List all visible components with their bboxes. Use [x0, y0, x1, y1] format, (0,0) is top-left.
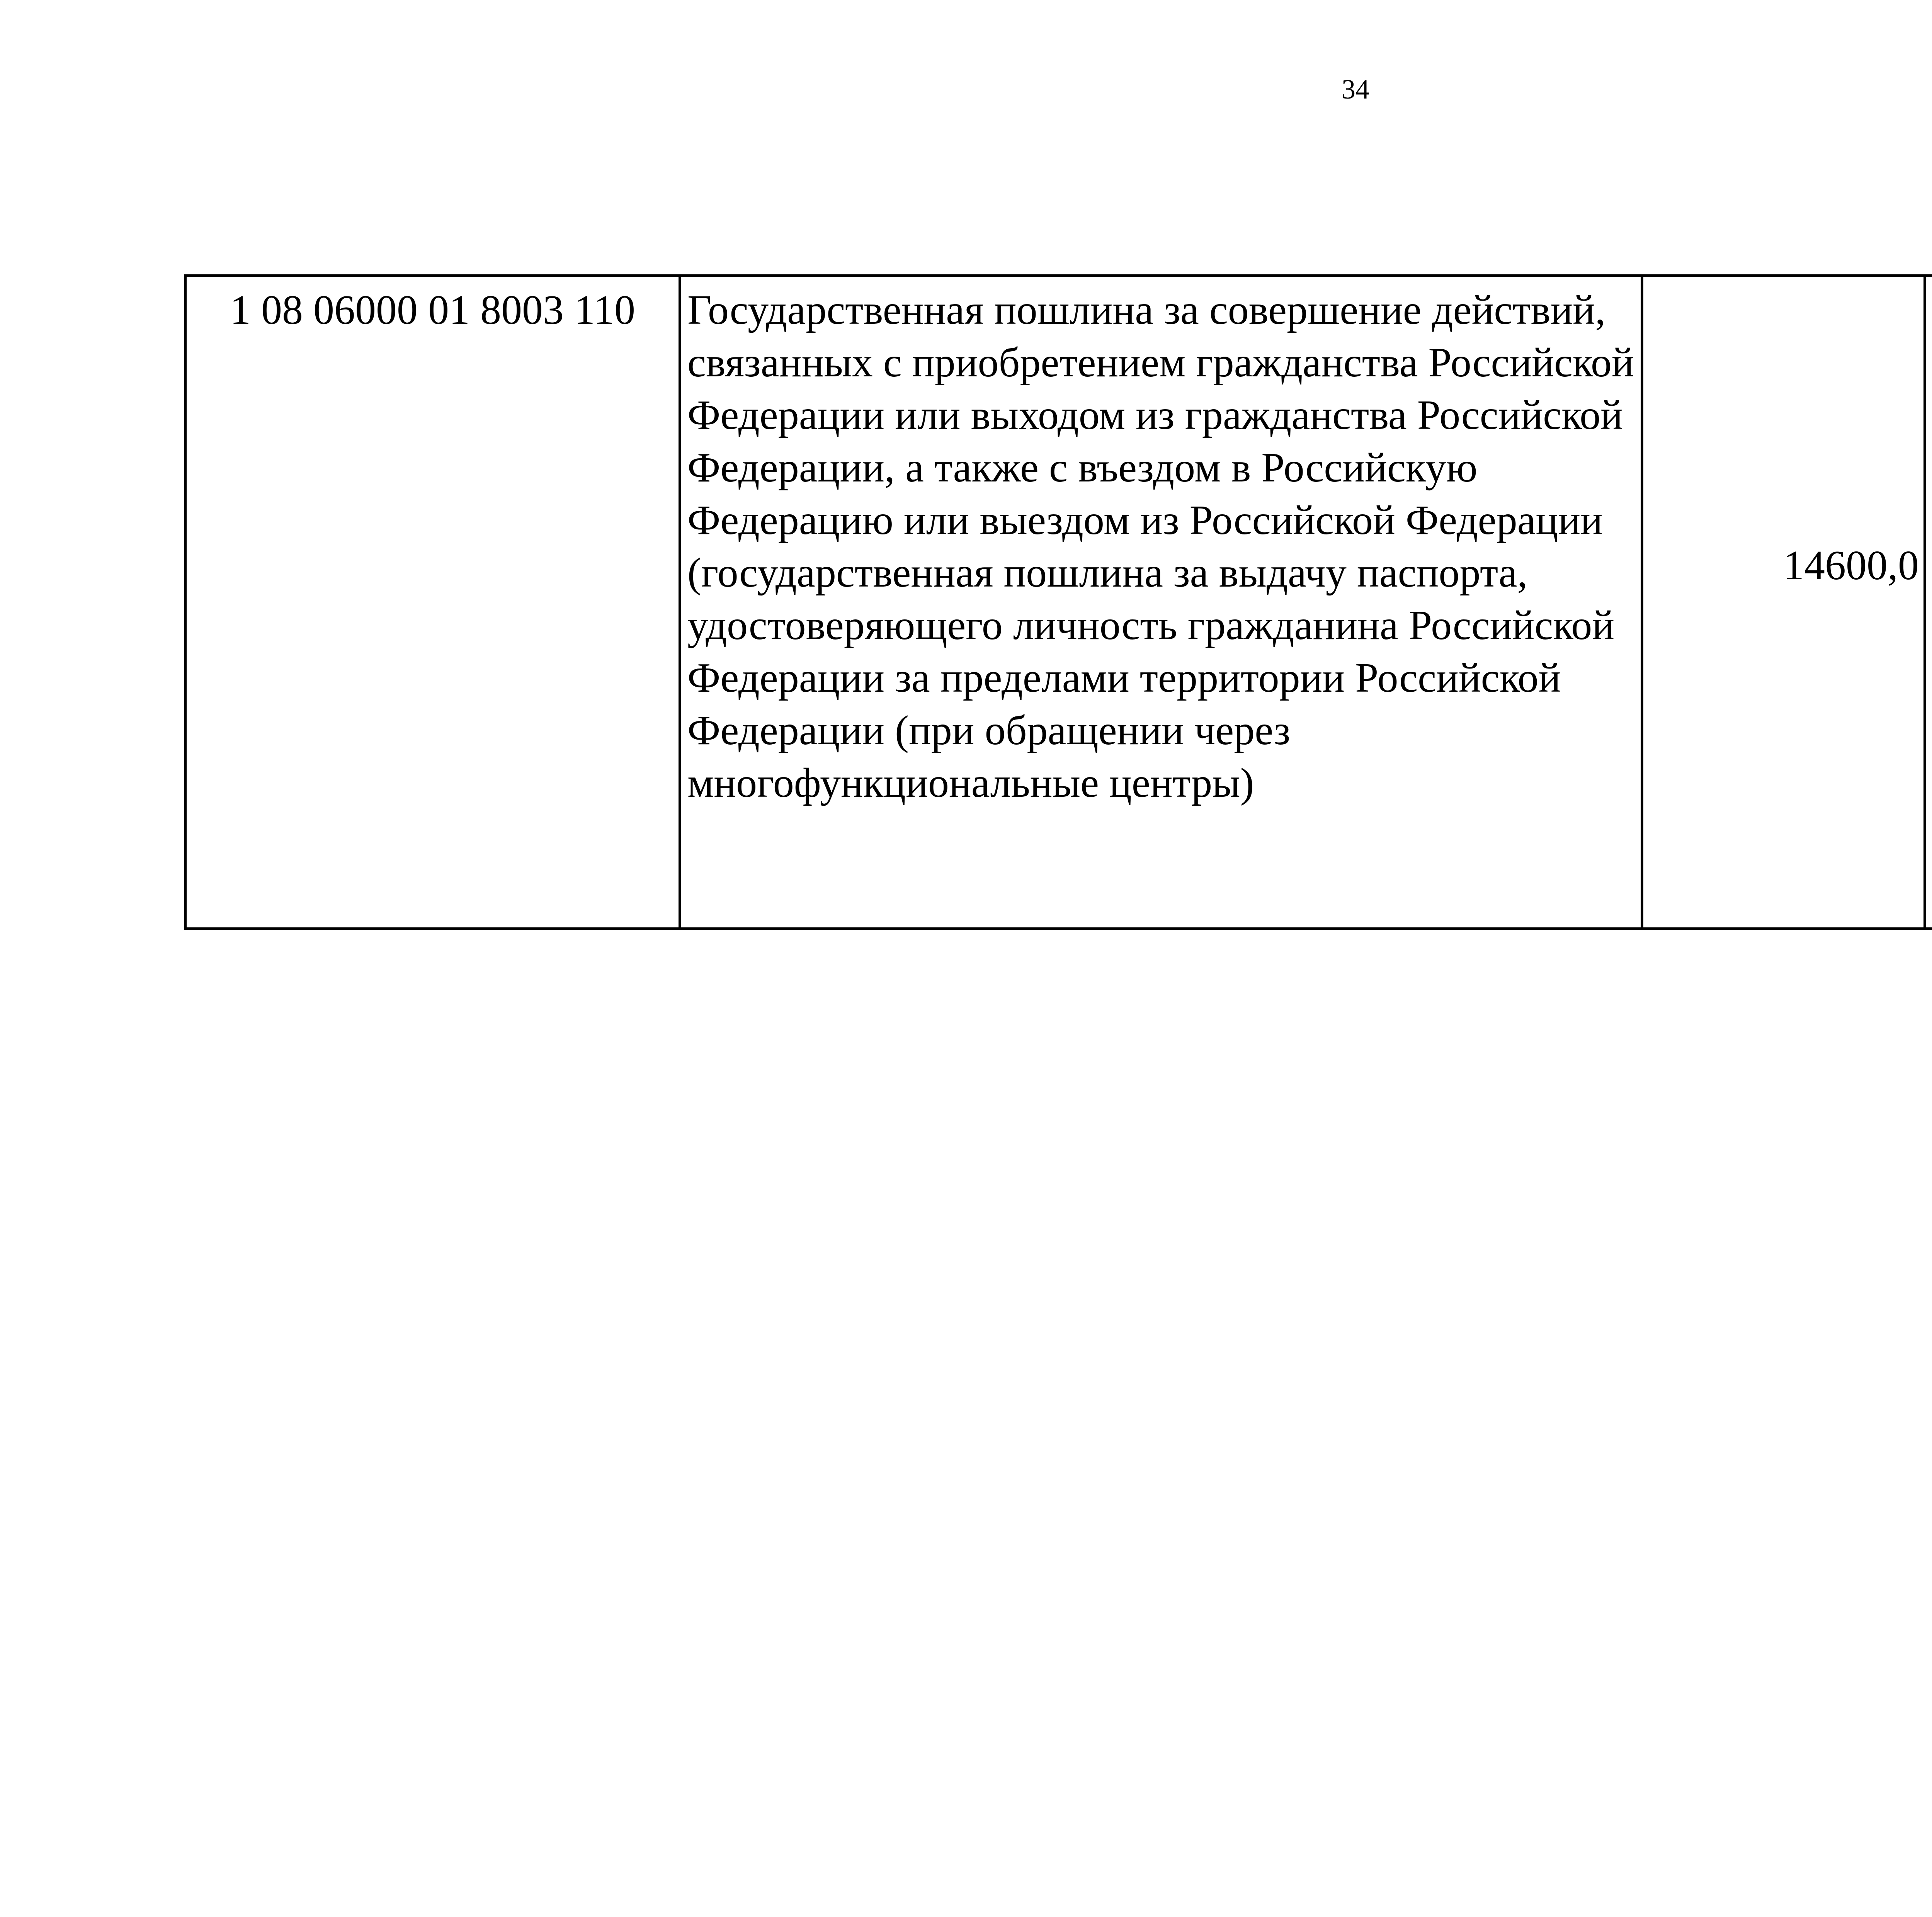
budget-table — [184, 274, 1932, 930]
amount-2 — [1925, 276, 1932, 929]
amount-1: 14600,0 — [1642, 276, 1925, 929]
budget-classification-code: 1 08 06000 01 8003 110 — [185, 276, 680, 929]
table-row — [185, 276, 1932, 929]
page-number: 34 — [1342, 74, 1369, 105]
revenue-name: Государственная пошлина за совершение действий, связанных с приобретением гражданства Российской Федерации или выходом из гражданства Российской Федерации, а также с въездом в Российскую Федерацию или выездом из Российской Федерации (государственная пошлина за выдачу паспорта, удостоверяющего личность гражданина Российской Федерации за пределами территории Российской Федерации (при обращении через многофункциональные центры) — [680, 276, 1642, 929]
